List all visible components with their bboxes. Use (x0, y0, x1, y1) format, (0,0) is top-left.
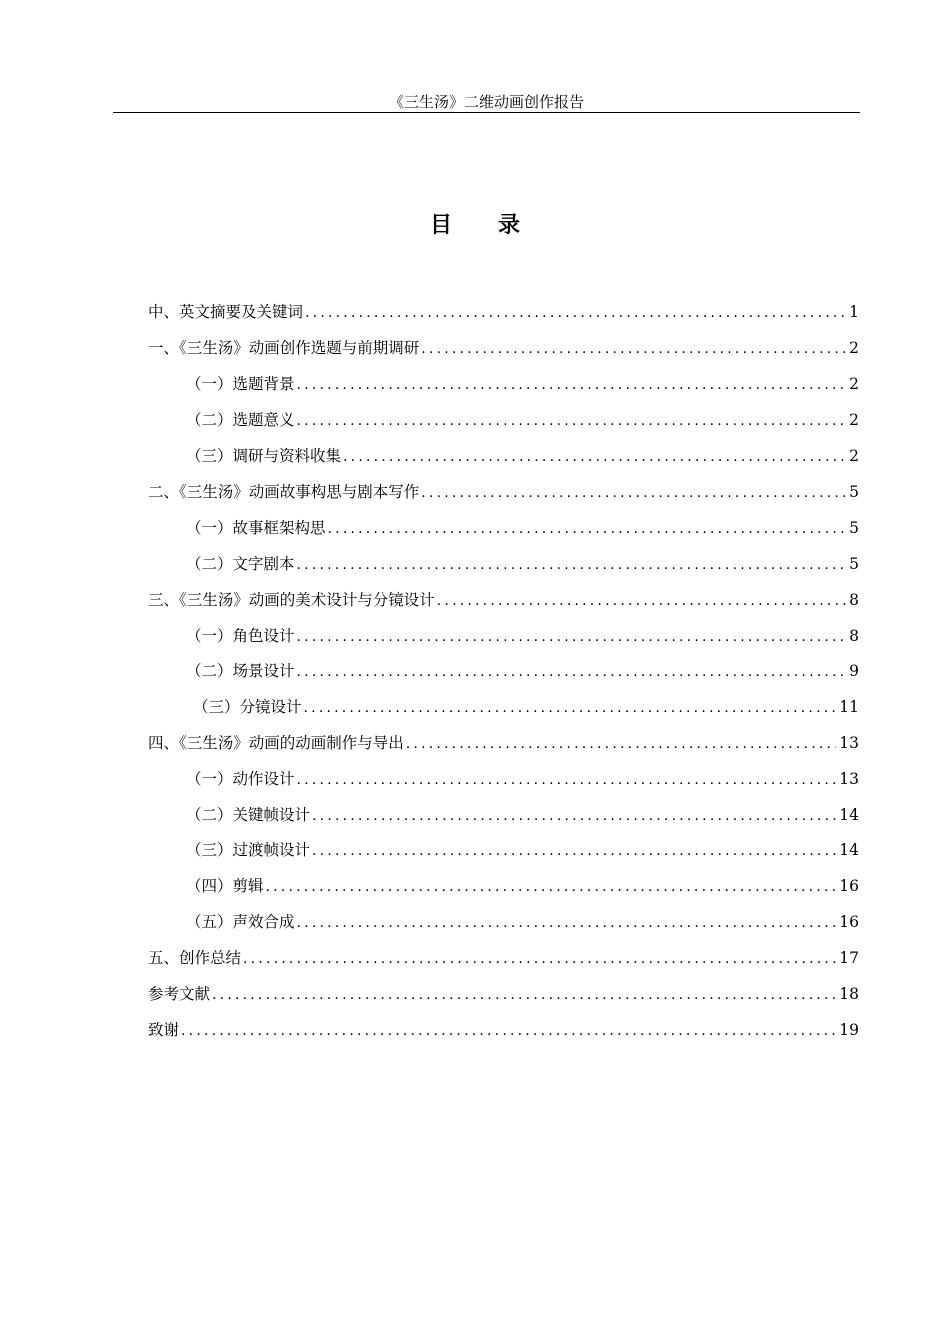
toc-entry-chapter-3[interactable] (148, 589, 859, 611)
toc-entry-page: 5 (849, 483, 859, 501)
toc-leader-dots (297, 769, 837, 791)
toc-entry-text: 三、《三生汤》动画的美术设计与分镜设计 (148, 591, 435, 609)
toc-entry-2-1[interactable] (186, 517, 859, 539)
toc-leader-dots (243, 948, 836, 970)
toc-entry-1-2[interactable] (186, 409, 859, 431)
toc-leader-dots (297, 410, 847, 432)
toc-entry-1-3[interactable] (186, 445, 859, 467)
toc-entry-page: 5 (849, 555, 859, 573)
toc-entry-page: 2 (849, 339, 859, 357)
toc-leader-dots (328, 518, 847, 540)
toc-entry-page: 2 (849, 447, 859, 465)
toc-entry-page: 16 (839, 877, 859, 895)
toc-entry-text: （一）动作设计 (186, 770, 295, 788)
toc-entry-chapter-2[interactable] (148, 481, 859, 503)
toc-entry-chapter-4[interactable] (148, 732, 859, 754)
toc-entry-page: 11 (839, 698, 859, 716)
toc-leader-dots (312, 840, 836, 862)
toc-entry-acknowledgements[interactable] (148, 1019, 859, 1041)
toc-entry-text: （二）关键帧设计 (186, 806, 311, 824)
toc-leader-dots (421, 338, 846, 360)
toc-title-right: 录 (498, 212, 521, 238)
toc-leader-dots (181, 1020, 836, 1042)
toc-leader-dots (297, 554, 847, 576)
toc-entry-text: 参考文献 (148, 985, 211, 1003)
toc-leader-dots (297, 626, 847, 648)
toc-entry-2-2[interactable] (186, 553, 859, 575)
toc-entry-1-1[interactable] (186, 373, 859, 395)
toc-leader-dots (421, 482, 846, 504)
toc-leader-dots (297, 912, 837, 934)
toc-entry-4-2[interactable] (186, 804, 859, 826)
toc-leader-dots (305, 302, 846, 324)
toc-entry-page: 13 (839, 770, 859, 788)
toc-entry-text: （一）故事框架构思 (186, 519, 326, 537)
toc-entry-chapter-1[interactable] (148, 337, 859, 359)
toc-entry-text: 二、《三生汤》动画故事构思与剧本写作 (148, 483, 420, 501)
toc-entry-page: 8 (849, 627, 859, 645)
toc-leader-dots (212, 984, 836, 1006)
toc-entry-text: 五、创作总结 (148, 949, 242, 967)
toc-entry-page: 2 (849, 375, 859, 393)
toc-entry-text: （四）剪辑 (186, 877, 264, 895)
toc-entry-page: 14 (839, 841, 859, 859)
toc-entry-text: （三）调研与资料收集 (186, 447, 342, 465)
toc-title-left: 目 (429, 212, 452, 238)
toc-entry-text: （一）角色设计 (186, 627, 295, 645)
toc-entry-4-3[interactable] (186, 839, 859, 861)
toc-leader-dots (406, 733, 837, 755)
toc-entry-page: 5 (849, 519, 859, 537)
toc-entry-text: 中、英文摘要及关键词 (148, 303, 304, 321)
toc-entry-page: 19 (839, 1021, 859, 1039)
toc-leader-dots (312, 805, 836, 827)
toc-entry-3-2[interactable] (186, 660, 859, 682)
toc-entry-page: 1 (849, 303, 859, 321)
toc-entry-text: （五）声效合成 (186, 913, 295, 931)
toc-entry-4-1[interactable] (186, 768, 859, 790)
toc-entry-page: 18 (839, 985, 859, 1003)
running-header: 《三生汤》二维动画创作报告 (113, 92, 860, 113)
toc-entry-4-4[interactable] (186, 875, 859, 897)
toc-entry-page: 16 (839, 913, 859, 931)
toc-entry-text: （二）场景设计 (186, 662, 295, 680)
toc-entry-page: 13 (839, 734, 859, 752)
toc-entry-text: （二）选题意义 (186, 411, 295, 429)
toc-entry-page: 17 (839, 949, 859, 967)
toc-entry-text: （三）分镜设计 (193, 698, 302, 716)
toc-entry-page: 9 (849, 662, 859, 680)
toc-entry-page: 14 (839, 806, 859, 824)
toc-entry-3-1[interactable] (186, 625, 859, 647)
toc-leader-dots (304, 697, 837, 719)
toc-leader-dots (437, 590, 846, 612)
toc-leader-dots (297, 374, 847, 396)
toc-entry-references[interactable] (148, 983, 859, 1005)
toc-entry-text: 一、《三生汤》动画创作选题与前期调研 (148, 339, 420, 357)
toc-entry-page: 2 (849, 411, 859, 429)
toc-leader-dots (266, 876, 837, 898)
toc-leader-dots (343, 446, 846, 468)
toc-entry-text: （三）过渡帧设计 (186, 841, 311, 859)
toc-entry-page: 8 (849, 591, 859, 609)
toc-entry-text: 四、《三生汤》动画的动画制作与导出 (148, 734, 404, 752)
toc-entry-abstract[interactable] (148, 301, 859, 323)
toc-entry-text: 致谢 (148, 1021, 180, 1039)
toc-entry-3-3[interactable] (193, 696, 859, 718)
toc-entry-text: （一）选题背景 (186, 375, 295, 393)
toc-entry-4-5[interactable] (186, 911, 859, 933)
toc-entry-text: （二）文字剧本 (186, 555, 295, 573)
toc-entry-chapter-5[interactable] (148, 947, 859, 969)
toc-leader-dots (297, 661, 847, 683)
